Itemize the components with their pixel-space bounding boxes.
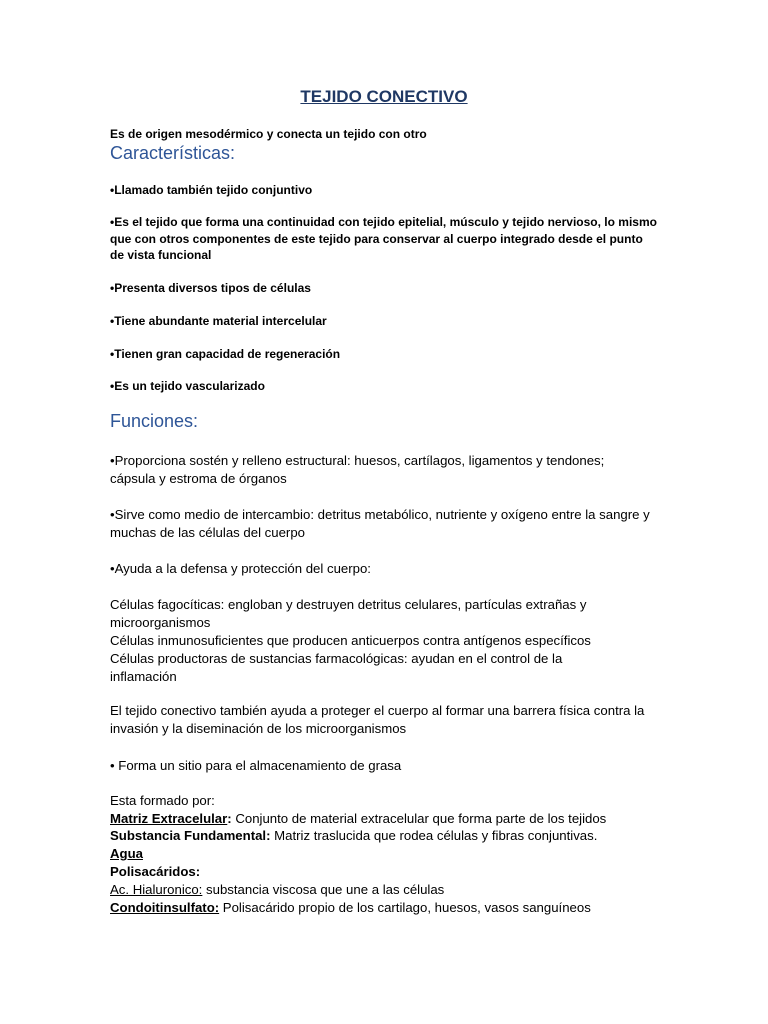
caracteristicas-heading: Características: <box>110 143 236 163</box>
caracteristica-item-3: •Presenta diversos tipos de células <box>110 281 311 295</box>
hialuronico-line <box>110 881 444 899</box>
caracteristica-item-2: •Es el tejido que forma una continuidad con tejido epitelial, músculo y tejido nervioso, lo mismo que con otros componentes de este tejido para conservar al cuerpo integrado desde el punto de vista funcional <box>110 215 657 262</box>
substancia-fundamental-text: Matriz traslucida que rodea células y fibras conjuntivas. <box>270 828 598 843</box>
condoitinsulfato-line <box>110 899 591 917</box>
caracteristica-item-5: •Tienen gran capacidad de regeneración <box>110 347 341 361</box>
condoitinsulfato-text: Polisacárido propio de los cartilago, huesos, vasos sanguíneos <box>219 900 591 915</box>
polisacaridos-label: Polisacáridos: <box>110 864 201 879</box>
funcion-paragraph-6: Células productoras de sustancias farmacológicas: ayudan en el control de la inflamación <box>110 651 563 684</box>
funcion-paragraph-1: •Proporciona sostén y relleno estructural: huesos, cartílagos, ligamentos y tendones; cápsula y estroma de órganos <box>110 453 605 486</box>
funcion-paragraph-5: Células inmunosuficientes que producen anticuerpos contra antígenos específicos <box>110 633 591 648</box>
funciones-heading: Funciones: <box>110 411 199 431</box>
hialuronico-label: Ac. Hialuronico: <box>110 882 203 897</box>
matriz-extracelular-line <box>110 810 606 828</box>
condoitinsulfato-label: Condoitinsulfato: <box>110 900 220 915</box>
caracteristica-item-4: •Tiene abundante material intercelular <box>110 314 327 328</box>
agua-label: Agua <box>110 846 143 861</box>
page-title: TEJIDO CONECTIVO <box>300 87 468 106</box>
matriz-extracelular-text: Conjunto de material extracelular que forma parte de los tejidos <box>231 811 607 826</box>
substancia-fundamental-label: Substancia Fundamental: <box>110 828 271 843</box>
formado-intro: Esta formado por: <box>110 793 215 808</box>
funcion-paragraph-7: El tejido conectivo también ayuda a proteger el cuerpo al formar una barrera física contra la invasión y la diseminación de los microorganismos <box>110 703 645 736</box>
matriz-extracelular-colon: : <box>227 811 232 826</box>
funcion-paragraph-2: •Sirve como medio de intercambio: detritus metabólico, nutriente y oxígeno entre la sangre y muchas de las células del cuerpo <box>110 507 650 540</box>
matriz-extracelular-label: Matriz Extracelular <box>110 811 228 826</box>
intro-text: Es de origen mesodérmico y conecta un tejido con otro <box>110 127 427 141</box>
funcion-paragraph-3: •Ayuda a la defensa y protección del cuerpo: <box>110 561 371 576</box>
caracteristica-item-1: •Llamado también tejido conjuntivo <box>110 183 313 197</box>
caracteristica-item-6: •Es un tejido vascularizado <box>110 379 265 393</box>
funcion-paragraph-4: Células fagocíticas: engloban y destruyen detritus celulares, partículas extrañas y microorganismos <box>110 597 587 630</box>
hialuronico-text: substancia viscosa que une a las células <box>202 882 445 897</box>
substancia-fundamental-line <box>110 827 597 845</box>
funcion-paragraph-8: • Forma un sitio para el almacenamiento de grasa <box>110 758 402 773</box>
